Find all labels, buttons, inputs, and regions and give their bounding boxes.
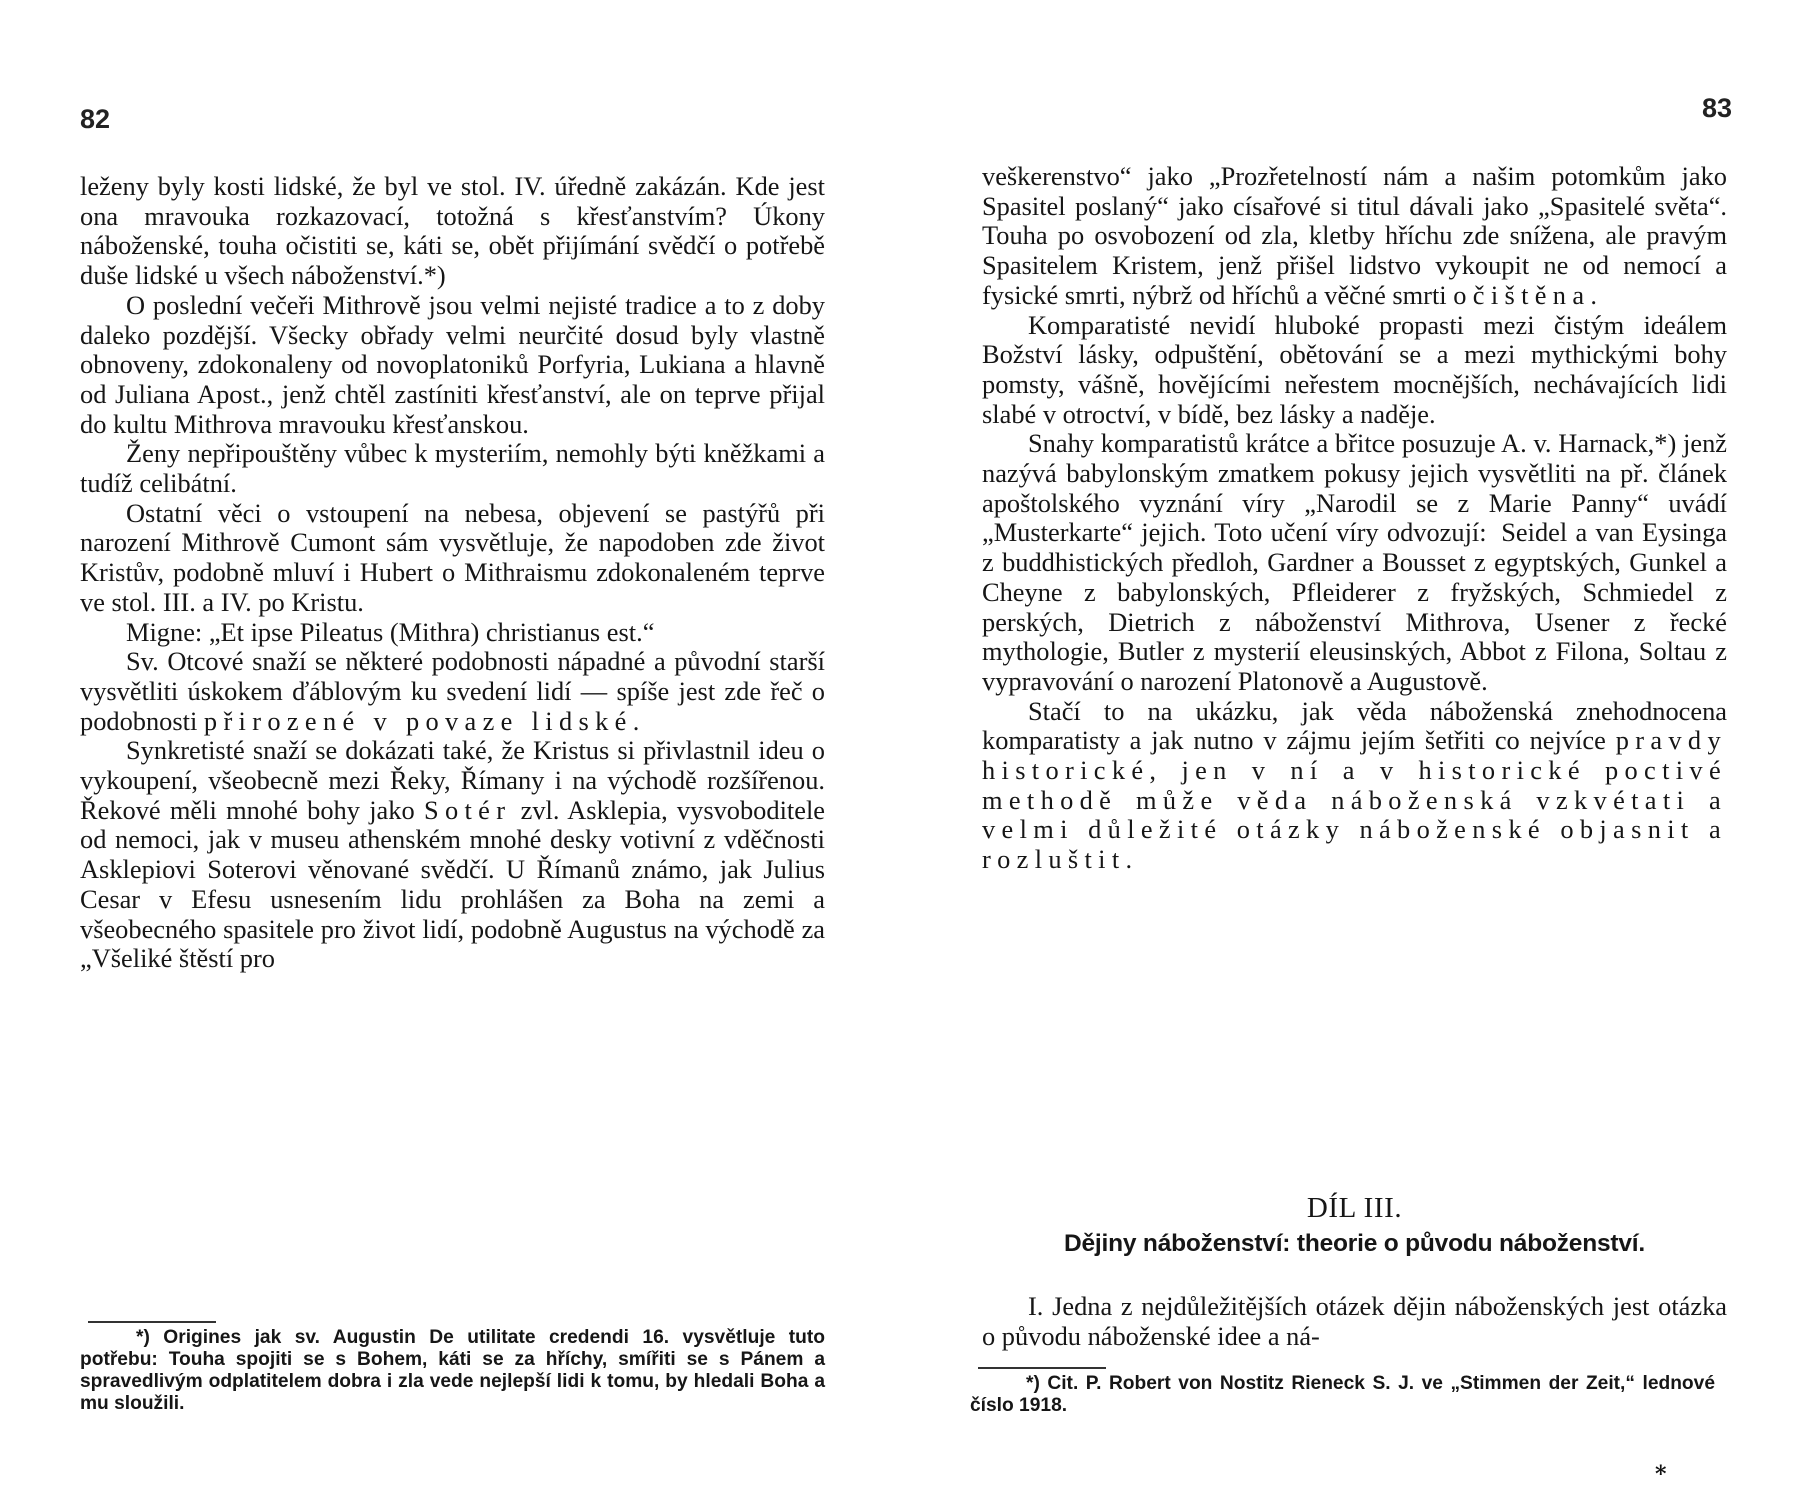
paragraph [982,162,1727,311]
right-page [897,0,1794,1500]
paragraph: O poslední večeři Mithrově jsou velmi nejisté tradice a to z doby daleko pozdější. Všecky obřady velmi neurčité dosud byly vlastně obnoveny, zdokonaleny od novoplatoniků Porfyria, Lukiana a hlavně od Juliana Apost., jenž chtěl zastíniti křesťanství, ale on teprve přijal do kultu Mithrova mravouku křesťanskou. [80,289,825,439]
paragraph: Migne: „Et ipse Pileatus (Mithra) christianus est.“ [126,616,655,647]
text-run: Snahy komparatistů krátce a břitce posuzuje A. v. Harnack,*) jenž nazývá babylonským zmatkem pokusy jejich vysvětliti na př. článek apoštolského vyznání víry „Narodil se z Marie Panny“ uvádí „Musterkarte“ jejich. Toto učení víry odvozují [982,428,1727,548]
printer-mark-icon: ⁎ [1655,1455,1667,1480]
paragraph: leženy byly kosti lidské, že byl ve stol. IV. úředně zakázán. Kde jest ona mravouka rozkazovací, totožná s křesťanstvím? Úkony náboženské, touha očistiti se, káti se, obět přijímání svědčí o potřebě duše lidské u všech náboženství.*) [80,171,825,291]
emphasized-text: : [1479,517,1493,548]
text-run: Synkretisté snaží se dokázati také, že Kristus si přivlastnil ideu o vykoupení, všeobecně mezi Řeky, Římany i na východě rozšířenou. Řekové měli mnohé bohy jako [80,735,825,825]
section-title: Dějiny náboženství: theorie o původu náboženství. [1064,1230,1645,1257]
paragraph: Ostatní věci o vstoupení na nebesa, objevení se pastýřů při narození Mithrově Cumont sám vysvětluje, že napodoben zde život Kristův, podobně mluví i Hubert o Mithraismu zdokonaleném teprve ve stol. III. a IV. po Kristu. [80,497,825,617]
page-number: 83 [1702,93,1733,123]
page-text [982,162,1727,875]
page-text [80,172,825,974]
paragraph: Komparatisté nevidí hluboké propasti mezi čistým ideálem Božství lásky, odpuštění, obětování se a mezi mythickými bohy pomsty, vášně, hovějícími neřestem mocnějších, nechávajících lidi slabé v otroctví, v bídě, bez lásky a naděje. [982,309,1727,429]
paragraph [982,697,1727,875]
text-run: veškerenstvo“ jako „Prozřetelností nám a našim potomkům jako Spasitel poslaný“ jako císařové si titul dávali jako „Spasitelé světa“. Touha po osvobození od zla, kletby hříchu zde snížena, ale pravým Spasitelem Kristem, jenž přišel lidstvo vykoupit ne od nemocí a fysické smrti, nýbrž od hříchů a věčné smrti [982,161,1727,310]
text-run: . [632,705,640,736]
footnote-divider [88,1321,216,1323]
footnote [970,1373,1715,1417]
text-run: Stačí to na ukázku, jak věda náboženská znehodnocena komparatisty a jak nutno v zájmu jejím šetřiti co nejvíce [982,695,1727,756]
footnote [80,1327,825,1415]
paragraph: I. Jedna z nejdůležitějších otázek dějin náboženských jest otázka o původu náboženské idee a ná- [982,1291,1727,1351]
page-text-continued [982,1292,1727,1351]
part-heading: DÍL III. [1306,1192,1403,1224]
text-run: Sv. Otcové snaží se některé podobnosti nápadné a původní starší vysvětliti úskokem ďáblovým ku svedení lidí — spíše jest zde řeč o podobnosti [80,646,825,736]
text-run: zvl. Asklepia, vysvoboditele od nemoci, jak v museu athenském mnohé desky votivní z vděčnosti Asklepiovi Soterovi věnované svědčí. U Římanů známo, jak Julius Cesar v Efesu usnesením lidu prohlášen za Boha na zemi a všeobecného spasitele pro život lidí, podobně Augustus na východě za „Všeliké štěstí pro [80,794,825,974]
paragraph [80,647,825,736]
paragraph [982,429,1727,696]
text-run: Seidel a van Eysinga z buddhistických předloh, Gardner a Bousset z egyptských, Gunkel a Cheyne z babylonských, Pfleiderer z fryžských, Schmiedel z perských, Dietrich z náboženství Mithrova, Usener z řecké mythologie, Butler z mysterií eleusinských, Abbot z Filona, Soltau z vypravování o narození Platonově a Augustově. [982,517,1727,696]
footnote-divider [978,1367,1106,1369]
page-number: 82 [80,104,111,134]
text-run: . [1125,844,1133,875]
emphasized-text: očištěna [1453,279,1591,310]
emphasized-text: pravdy historické, jen v ní a v historické poctivé methodě může věda náboženská vzkvétati a velmi důležité otázky náboženské objasnit a rozluštit [982,725,1727,875]
emphasized-text: Sotér [423,794,512,825]
paragraph: Ženy nepřipouštěny vůbec k mysteriím, nemohly býti kněžkami a tudíž celibátní. [80,438,825,499]
footnote-text: *) Cit. P. Robert von Nostitz Rieneck S. J. ve „Stimmen der Zeit,“ lednové číslo 1918. [970,1373,1715,1416]
text-run: . [1590,279,1597,310]
footnote-text: *) Origines jak sv. Augustin De utilitate credendi 16. vysvětluje tuto potřebu: Touha spojiti se s Bohem, káti se za hříchy, smířiti se s Pánem a spravedlivým odplatitelem dobra i zla vede nejlepší lidi k tomu, by hledali Boha a mu sloužili. [80,1327,825,1414]
emphasized-text: přirozené v povaze lidské [203,705,633,736]
paragraph [80,736,825,974]
